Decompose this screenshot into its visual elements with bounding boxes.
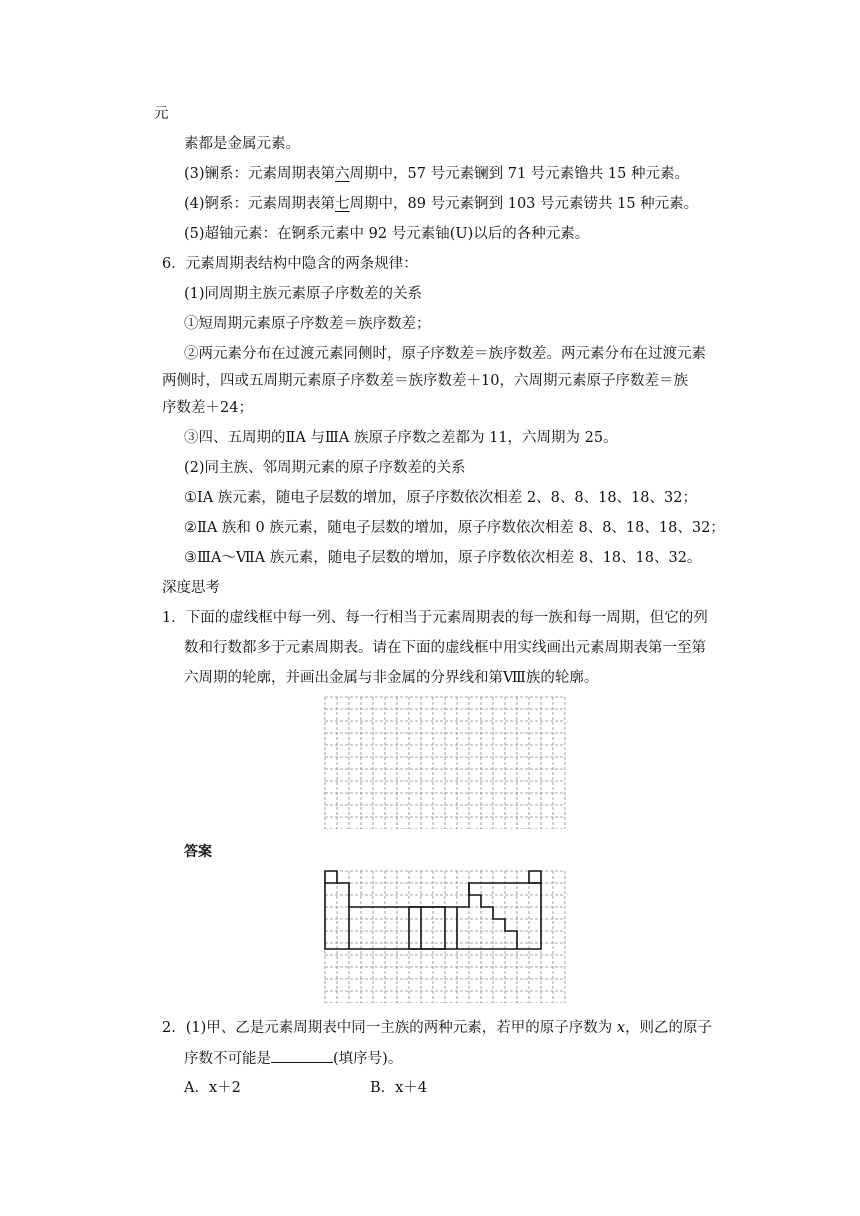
outline-period1-right — [529, 871, 541, 883]
s6-p1: (1)同周期主族元素原子序数差的关系 — [184, 286, 423, 302]
s5-line-a: 素都是金属元素。 — [184, 136, 300, 152]
s6-r2b: 两侧时，四或五周期元素原子序数差＝族序数差＋10，六周期元素原子序数差＝族 — [162, 373, 688, 389]
deep-q2b — [184, 1048, 402, 1069]
question-grid — [323, 695, 567, 829]
s6-r2c: 序数差＋24； — [162, 400, 253, 416]
deep-q1a: 1．下面的虚线框中每一列、每一行相当于元素周期表的每一族和每一周期，但它的列 — [162, 610, 708, 626]
q2a-post: ，则乙的原子 — [625, 1020, 713, 1036]
s6-q1: ①ⅠA 族元素，随电子层数的增加，原子序数依次相差 2、8、8、18、18、32； — [184, 490, 697, 506]
option-b[interactable]: B．x＋4 — [370, 1080, 428, 1096]
s5-line-4-post: 周期中，89 号元素锕到 103 号元素铹共 15 种元素。 — [349, 196, 699, 212]
s6-r2a: ②两元素分布在过渡元素同侧时，原子序数差＝族序数差。两元素分布在过渡元素 — [184, 346, 706, 362]
periodic-table-outline — [325, 871, 337, 883]
deep-options — [184, 1078, 427, 1098]
q2a-pre: 2．(1)甲、乙是元素周期表中同一主族的两种元素，若甲的原子序数为 — [162, 1020, 617, 1036]
s6-r1: ①短周期元素原子序数差＝族序数差； — [184, 316, 431, 332]
deep-q1b: 数和行数都多于元素周期表。请在下面的虚线框中用实线画出元素周期表第一至第 — [184, 640, 706, 656]
s5-line-3 — [184, 164, 689, 184]
answer-label: 答案 — [184, 844, 212, 860]
s5-line-5: (5)超铀元素：在锕系元素中 92 号元素铀(U)以后的各种元素。 — [184, 226, 590, 242]
s5-line-3-underlined: 六 — [335, 166, 350, 182]
s6-p2: (2)同主族、邻周期元素的原子序数差的关系 — [184, 460, 466, 476]
s5-line-4 — [184, 194, 698, 214]
q2a-variable: x — [616, 1020, 626, 1036]
s5-line-3-post: 周期中，57 号元素镧到 71 号元素镥共 15 种元素。 — [349, 166, 689, 182]
s5-line-4-pre: (4)锕系：元素周期表第 — [184, 196, 336, 212]
option-a[interactable]: A．x＋2 — [184, 1080, 241, 1096]
s6-r3: ③四、五周期的ⅡA 与ⅢA 族原子序数之差都为 11，六周期为 25。 — [184, 430, 618, 446]
deep-heading: 深度思考 — [162, 580, 220, 596]
q2b-post: (填序号)。 — [333, 1051, 403, 1067]
s5-line-3-pre: (3)镧系：元素周期表第 — [184, 166, 336, 182]
deep-q1c: 六周期的轮廓，并画出金属与非金属的分界线和第Ⅷ族的轮廓。 — [184, 670, 599, 686]
answer-blank[interactable] — [271, 1048, 333, 1063]
s5-line-4-underlined: 七 — [335, 196, 350, 212]
q2b-pre: 序数不可能是 — [184, 1051, 271, 1067]
top-fragment: 元 — [154, 106, 169, 122]
s6-q2: ②ⅡA 族和 0 族元素，随电子层数的增加，原子序数依次相差 8、8、18、18、32； — [184, 520, 725, 536]
s6-heading: 6．元素周期表结构中隐含的两条规律： — [162, 256, 418, 272]
answer-grid — [323, 869, 567, 1003]
s6-q3: ③ⅢA～ⅦA 族元素，随电子层数的增加，原子序数依次相差 8、18、18、32。 — [184, 550, 702, 566]
deep-q2a — [162, 1018, 712, 1038]
